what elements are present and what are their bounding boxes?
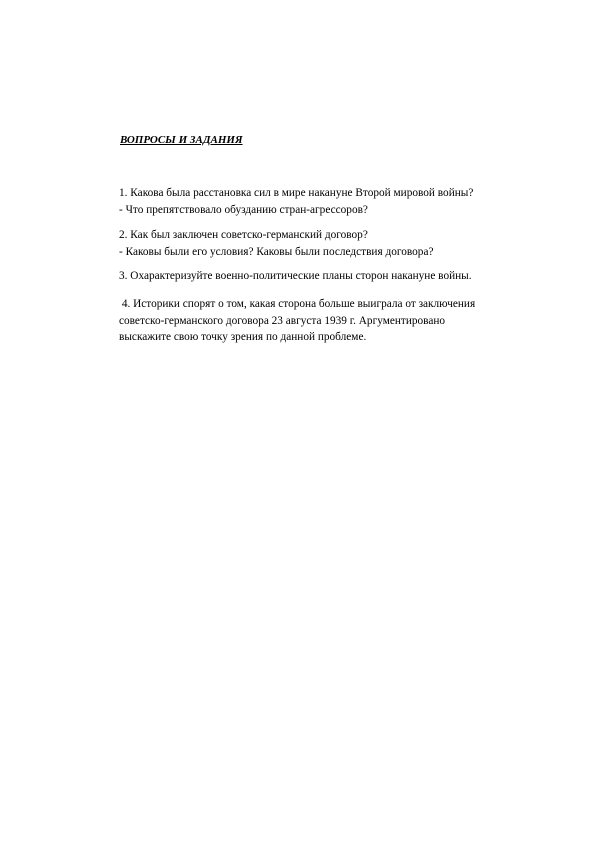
question-3 [119,268,472,285]
question-4-line-1: 4. Историки спорят о том, какая сторона больше выиграла от заключения [119,298,476,310]
question-4-line-3: выскажите свою точку зрения по данной проблеме. [119,331,367,343]
question-4 [119,296,475,346]
question-2-subquestion: - Каковы были его условия? Каковы были последствия договора? [119,245,434,258]
question-1 [119,185,473,218]
question-2 [119,227,433,260]
question-4-line-2: советско-германского договора 23 августа 1939 г. Аргументировано [119,314,446,327]
section-heading: ВОПРОСЫ И ЗАДАНИЯ [120,134,243,146]
question-2-text: 2. Как был заключен советско-германский договор? [119,229,368,241]
question-1-subquestion: - Что препятствовало обузданию стран-агрессоров? [119,203,368,216]
question-3-text: 3. Охарактеризуйте военно-политические планы сторон накануне войны. [119,270,472,282]
question-1-text: 1. Какова была расстановка сил в мире накануне Второй мировой войны? [119,187,474,199]
